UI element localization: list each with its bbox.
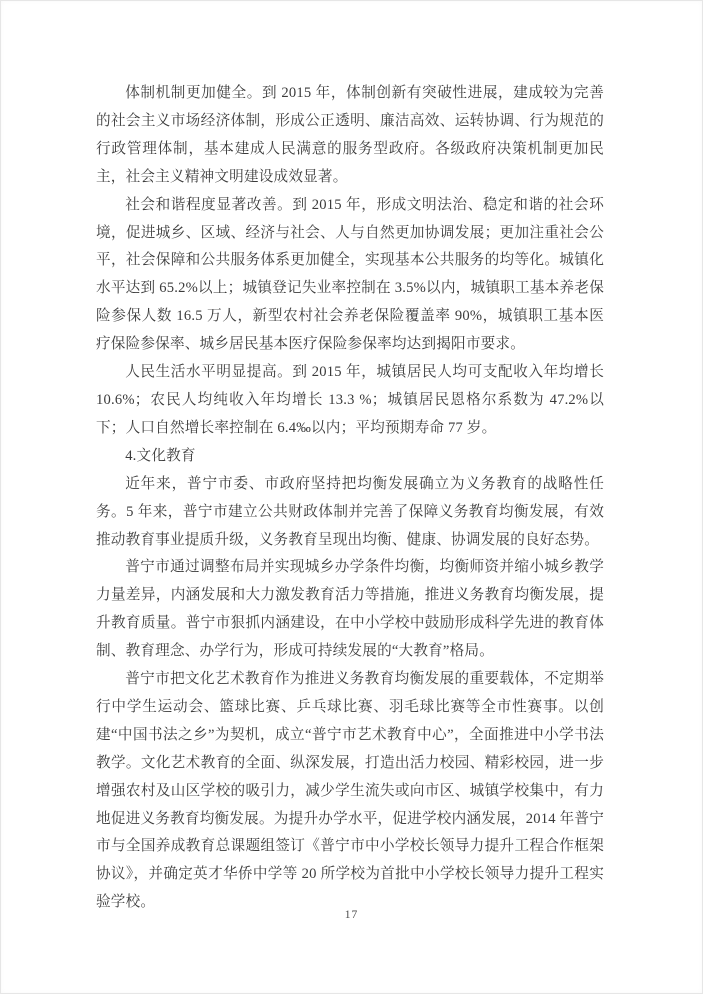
section-heading-culture-education: 4.文化教育 [125, 447, 196, 464]
paragraph-culture-art-education: 普宁市把文化艺术教育作为推进义务教育均衡发展的重要载体，不定期举行中学生运动会、篮球比赛、乒乓球比赛、羽毛球比赛等全市性赛事。以创建“中国书法之乡”为契机，成立“普宁市艺术教育中心”，全面推进中小学书法教学。文化艺术教育的全面、纵深发展，打造出活力校园、精彩校园，进一步增强农村及山区学校的吸引力，减少学生流失或向市区、城镇学校集中，有力地促进义务教育均衡发展。为提升办学水平，促进学校内涵发展，2014 年普宁市与全国养成教育总课题组签订《普宁市中小学校长领导力提升工程合作框架协议》，并确定英才华侨中学等 20 所学校为首批中小学校长领导力提升工程实验学校。 [96, 671, 604, 911]
page-number: 17 [344, 909, 359, 921]
paragraph-institutional-mechanisms: 体制机制更加健全。到 2015 年，体制创新有突破性进展，建成较为完善的社会主义市场经济体制，形成公正透明、廉洁高效、运转协调、行为规范的行政管理体制，基本建成人民满意的服务型政府。各级政府决策机制更加民主，社会主义精神文明建设成效显著。 [96, 85, 604, 185]
paragraph-school-layout-adjustment: 普宁市通过调整布局并实现城乡办学条件均衡，均衡师资并缩小城乡教学力量差异，内涵发展和大力激发教育活力等措施，推进义务教育均衡发展，提升教育质量。普宁市狠抓内涵建设，在中小学校中鼓励形成科学先进的教育体制、教育理念、办学行为，形成可持续发展的“大教育”格局。 [96, 559, 604, 660]
document-body [96, 80, 604, 917]
paragraph-balanced-education-strategy: 近年来，普宁市委、市政府坚持把均衡发展确立为义务教育的战略性任务。5 年来，普宁市建立公共财政体制并完善了保障义务教育均衡发展，有效推动教育事业提质升级，义务教育呈现出均衡、健康、协调发展的良好态势。 [96, 475, 604, 548]
paragraph-social-harmony: 社会和谐程度显著改善。到 2015 年，形成文明法治、稳定和谐的社会环境，促进城乡、区域、经济与社会、人与自然更加协调发展；更加注重社会公平，社会保障和公共服务体系更加健全，实现基本公共服务的均等化。城镇化水平达到 65.2%以上；城镇登记失业率控制在 3.5%以内，城镇职工基本养老保险参保人数 16.5 万人，新型农村社会养老保险覆盖率 90%，城镇职工基本医疗保险参保率、城乡居民基本医疗保险参保率均达到揭阳市要求。 [96, 196, 604, 353]
paragraph-living-standards: 人民生活水平明显提高。到 2015 年，城镇居民人均可支配收入年均增长 10.6%；农民人均纯收入年均增长 13.3 %；城镇居民恩格尔系数为 47.2%以下；人口自然增长率控制在 6.4‰以内；平均预期寿命 77 岁。 [96, 364, 604, 436]
